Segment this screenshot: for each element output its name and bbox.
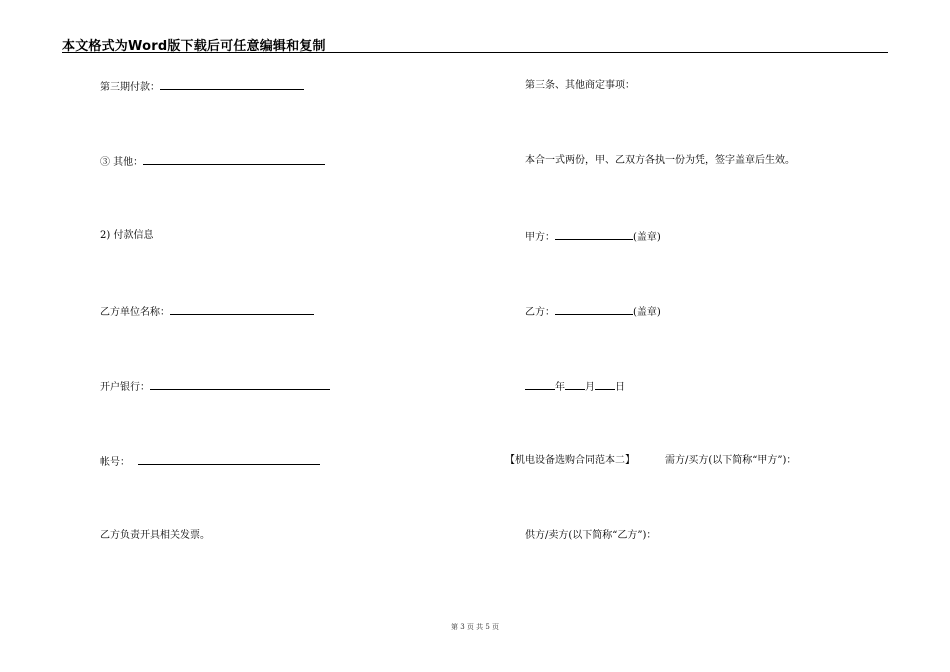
account-blank[interactable]: [138, 454, 320, 465]
account-label: 帐号：: [100, 457, 130, 468]
third-payment-label: 第三期付款：: [100, 82, 160, 93]
third-payment-blank[interactable]: [160, 79, 304, 90]
party-a-signature-line: [525, 229, 661, 245]
day-blank[interactable]: [595, 379, 615, 390]
bank-blank[interactable]: [150, 379, 330, 390]
party-b-blank[interactable]: [555, 304, 633, 315]
day-label: 日: [615, 382, 625, 393]
other-line: [100, 154, 325, 170]
document-header-title: 本文格式为Word版下载后可任意编辑和复制: [62, 39, 326, 54]
party-b-label: 乙方：: [525, 307, 555, 318]
other-blank[interactable]: [143, 154, 325, 165]
party-a-label: 甲方：: [525, 232, 555, 243]
party-a-seal: (盖章): [633, 232, 661, 243]
account-line: [100, 454, 320, 470]
other-label: ③ 其他：: [100, 157, 144, 168]
sample-two-line: [505, 454, 796, 468]
party-a-blank[interactable]: [555, 229, 633, 240]
copies-note: 本合一式两份，甲、乙双方各执一份为凭，签字盖章后生效。: [525, 155, 795, 166]
page-number-footer: 第 3 页 共 5 页: [450, 623, 500, 631]
month-label: 月: [585, 382, 595, 393]
party-b-unit-line: [100, 304, 314, 320]
payment-info-heading: 2) 付款信息: [100, 230, 154, 241]
party-b-unit-label: 乙方单位名称：: [100, 307, 170, 318]
seller-label: 供方/卖方(以下简称“乙方”)：: [525, 530, 657, 541]
party-b-seal: (盖章): [633, 307, 661, 318]
sample-two-title: 【机电设备选购合同范本二】: [505, 455, 635, 466]
header-divider: [62, 52, 888, 53]
party-b-unit-blank[interactable]: [170, 304, 314, 315]
month-blank[interactable]: [565, 379, 585, 390]
year-label: 年: [555, 382, 565, 393]
date-line: [525, 379, 625, 395]
party-b-signature-line: [525, 304, 661, 320]
year-blank[interactable]: [525, 379, 555, 390]
third-payment-line: [100, 79, 304, 95]
article-three-heading: 第三条、其他商定事项：: [525, 80, 635, 91]
buyer-label: 需方/买方(以下简称“甲方”)：: [665, 455, 797, 466]
bank-line: [100, 379, 330, 395]
invoice-note: 乙方负责开具相关发票。: [100, 530, 210, 541]
bank-label: 开户银行：: [100, 382, 150, 393]
